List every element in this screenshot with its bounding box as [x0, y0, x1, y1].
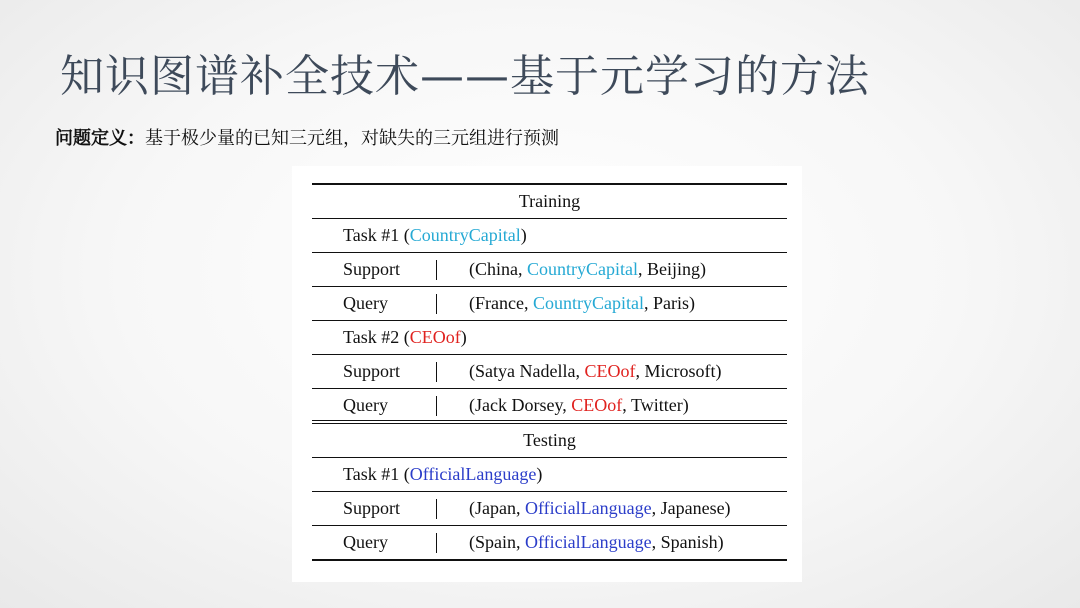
triple-relation: CEOof: [584, 361, 636, 381]
support-label: Support: [343, 259, 401, 279]
triple-head: (Japan,: [469, 498, 525, 518]
few-shot-table: [312, 183, 787, 561]
triple-tail: , Twitter): [622, 395, 689, 415]
task-prefix: Task #1 (: [343, 225, 410, 245]
query-triple: [469, 526, 724, 559]
triple-relation: OfficialLanguage: [525, 532, 652, 552]
definition-text: 基于极少量的已知三元组，对缺失的三元组进行预测: [145, 128, 559, 149]
column-separator: [436, 499, 437, 519]
slide-title: 知识图谱补全技术——基于元学习的方法: [60, 51, 870, 102]
query-label: Query: [343, 293, 388, 313]
column-separator: [436, 294, 437, 314]
triple-head: (Satya Nadella,: [469, 361, 585, 381]
triple-relation: CEOof: [571, 395, 623, 415]
column-separator: [436, 533, 437, 553]
triple-tail: , Microsoft): [635, 361, 722, 381]
task-row-train-2: [312, 321, 787, 355]
triple-tail: , Japanese): [651, 498, 731, 518]
query-label: Query: [343, 395, 388, 415]
support-triple: [469, 492, 731, 525]
support-row-train-1: [312, 253, 787, 287]
training-header: Training: [312, 185, 787, 219]
query-row-test-1: [312, 526, 787, 561]
triple-tail: , Spanish): [651, 532, 724, 552]
query-row-train-2: [312, 389, 787, 424]
query-label: Query: [343, 532, 388, 552]
few-shot-table-figure: [292, 166, 802, 582]
task-suffix: ): [520, 225, 527, 245]
triple-head: (Jack Dorsey,: [469, 395, 572, 415]
support-row-train-2: [312, 355, 787, 389]
query-row-train-1: [312, 287, 787, 321]
triple-head: (Spain,: [469, 532, 525, 552]
support-label: Support: [343, 498, 401, 518]
testing-header: Testing: [312, 424, 787, 458]
triple-relation: OfficialLanguage: [524, 498, 652, 518]
task-prefix: Task #2 (: [343, 327, 410, 347]
task-suffix: ): [460, 327, 467, 347]
task-prefix: Task #1 (: [343, 464, 410, 484]
support-triple: [469, 355, 721, 388]
task-row-test-1: [312, 458, 787, 492]
relation-country-capital: CountryCapital: [409, 225, 521, 245]
support-triple: [469, 253, 706, 286]
relation-ceo-of: CEOof: [409, 327, 461, 347]
column-separator: [436, 396, 437, 416]
task-row-train-1: [312, 219, 787, 253]
triple-relation: CountryCapital: [532, 293, 644, 313]
support-row-test-1: [312, 492, 787, 526]
triple-head: (France,: [469, 293, 533, 313]
triple-head: (China,: [469, 259, 527, 279]
triple-relation: CountryCapital: [527, 259, 638, 279]
query-triple: [469, 389, 689, 422]
task-suffix: ): [536, 464, 543, 484]
relation-official-language: OfficialLanguage: [409, 464, 537, 484]
support-label: Support: [343, 361, 401, 381]
column-separator: [436, 260, 437, 280]
definition-label: 问题定义：: [55, 128, 145, 149]
column-separator: [436, 362, 437, 382]
query-triple: [469, 287, 695, 320]
triple-tail: , Beijing): [638, 259, 706, 279]
problem-definition: [55, 124, 559, 150]
triple-tail: , Paris): [643, 293, 695, 313]
